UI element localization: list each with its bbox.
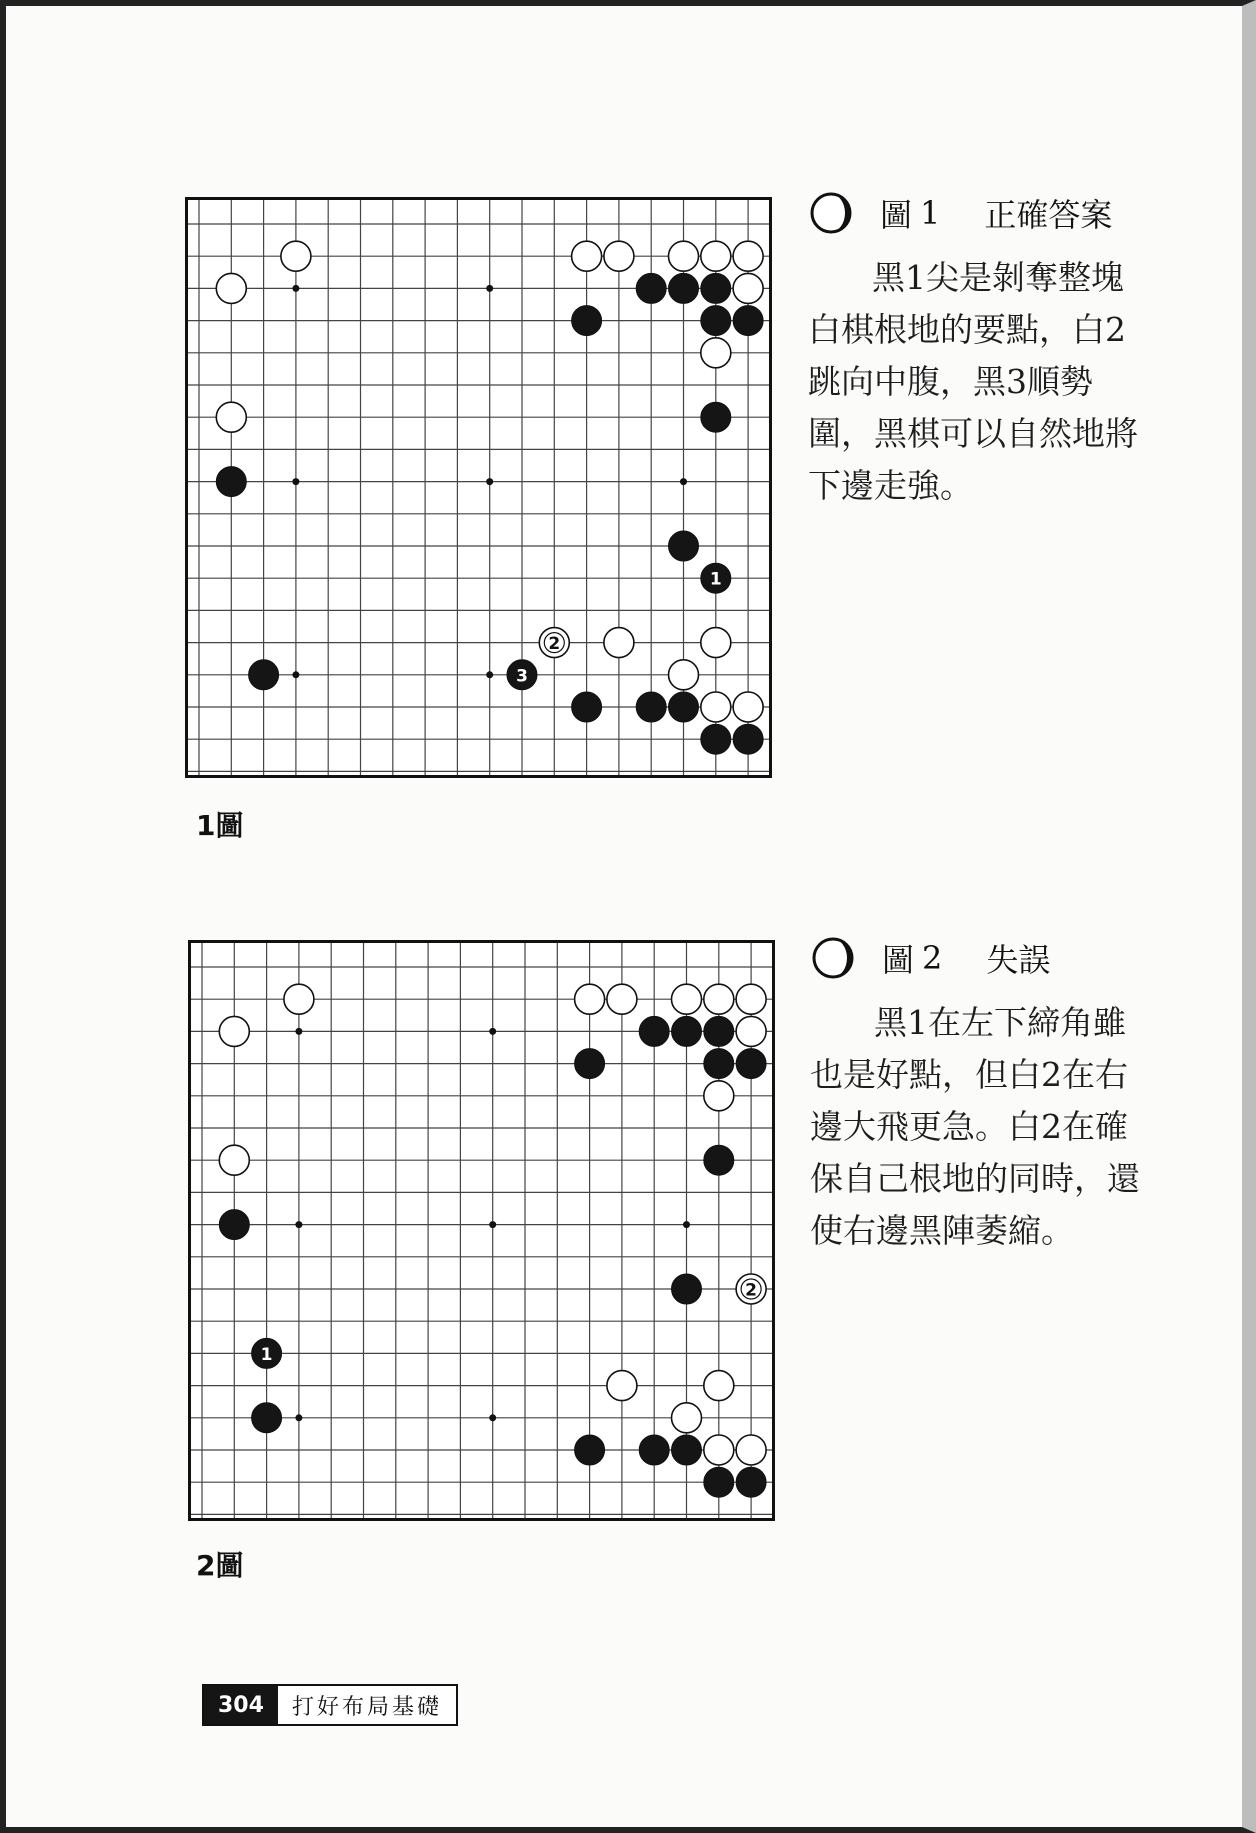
white-stone-move-2 <box>736 1274 766 1304</box>
star-point <box>489 1028 496 1035</box>
black-stone <box>216 467 246 497</box>
white-stone <box>733 692 763 722</box>
black-stone <box>736 1467 766 1497</box>
white-stone <box>216 402 246 432</box>
black-stone-move-1 <box>252 1338 282 1368</box>
caption-body: 黑1在左下締角雖也是好點，但白2在右邊大飛更急。白2在確保自己根地的同時，還使右邊黑陣萎縮。 <box>810 1003 1140 1250</box>
star-point <box>295 1221 302 1228</box>
star-point <box>486 285 493 292</box>
black-stone <box>572 306 602 336</box>
svg-text:3: 3 <box>516 666 528 687</box>
circle-bullet-icon <box>808 190 854 236</box>
black-stone <box>639 1435 669 1465</box>
white-stone <box>216 273 246 303</box>
white-stone <box>607 984 637 1014</box>
caption-fig2 <box>810 933 1150 1257</box>
white-stone <box>607 1371 637 1401</box>
caption-heading <box>810 933 1150 983</box>
circle-bullet-icon <box>810 935 856 981</box>
svg-text:1: 1 <box>260 1344 273 1365</box>
black-stone <box>704 1467 734 1497</box>
book-title: 打好布局基礎 <box>278 1686 456 1724</box>
board-svg-fig1 <box>185 197 772 778</box>
figure-label-1: 1圖 <box>196 809 244 842</box>
black-stone <box>672 1435 702 1465</box>
black-stone <box>669 273 699 303</box>
star-point <box>486 478 493 485</box>
caption-heading <box>808 188 1148 238</box>
white-stone <box>736 1435 766 1465</box>
white-stone <box>672 984 702 1014</box>
black-stone <box>672 1274 702 1304</box>
caption-title: 失誤 <box>986 941 1051 979</box>
black-stone <box>704 1016 734 1046</box>
star-point <box>295 1028 302 1035</box>
svg-text:2: 2 <box>745 1280 758 1301</box>
black-stone <box>701 402 731 432</box>
white-stone <box>575 984 605 1014</box>
white-stone <box>604 628 634 658</box>
black-stone <box>704 1049 734 1079</box>
white-stone-move-2 <box>539 628 569 658</box>
figure-label-2: 2圖 <box>196 1549 244 1582</box>
white-stone <box>284 984 314 1014</box>
star-point <box>292 671 299 678</box>
white-stone <box>736 1016 766 1046</box>
white-stone <box>704 1435 734 1465</box>
caption-figure-number: 1 <box>920 194 941 232</box>
black-stone <box>249 660 279 690</box>
star-point <box>489 1221 496 1228</box>
black-stone <box>636 273 666 303</box>
svg-text:2: 2 <box>548 634 561 655</box>
white-stone <box>219 1145 249 1175</box>
black-stone <box>252 1403 282 1433</box>
white-stone <box>281 241 311 271</box>
white-stone <box>701 692 731 722</box>
go-board-fig1 <box>185 197 772 778</box>
black-stone <box>733 724 763 754</box>
black-stone <box>701 306 731 336</box>
black-stone <box>669 692 699 722</box>
svg-text:1: 1 <box>709 569 722 590</box>
black-stone <box>704 1145 734 1175</box>
black-stone-move-1 <box>701 563 731 593</box>
white-stone <box>219 1016 249 1046</box>
black-stone <box>701 724 731 754</box>
white-stone <box>701 241 731 271</box>
black-stone <box>736 1049 766 1079</box>
star-point <box>292 285 299 292</box>
caption-body: 黑1尖是剝奪整塊白棋根地的要點，白2跳向中腹，黑3順勢圍，黑棋可以自然地將下邊走強。 <box>808 258 1138 505</box>
white-stone <box>736 984 766 1014</box>
caption-figure-word: 圖 <box>880 196 913 234</box>
white-stone <box>704 1081 734 1111</box>
white-stone <box>604 241 634 271</box>
black-stone <box>219 1210 249 1240</box>
caption-figure-number: 2 <box>922 939 943 977</box>
black-stone <box>669 531 699 561</box>
caption-figure-word: 圖 <box>882 941 915 979</box>
black-stone <box>701 273 731 303</box>
caption-title: 正確答案 <box>984 196 1113 234</box>
star-point <box>295 1414 302 1421</box>
black-stone-move-3 <box>507 660 537 690</box>
black-stone <box>636 692 666 722</box>
white-stone <box>733 273 763 303</box>
page-footer <box>202 1684 458 1726</box>
white-stone <box>701 628 731 658</box>
white-stone <box>704 984 734 1014</box>
white-stone <box>704 1371 734 1401</box>
go-board-fig2 <box>188 940 775 1521</box>
star-point <box>683 1221 690 1228</box>
black-stone <box>672 1016 702 1046</box>
black-stone <box>575 1435 605 1465</box>
board-svg-fig2 <box>188 940 775 1521</box>
black-stone <box>639 1016 669 1046</box>
white-stone <box>701 338 731 368</box>
star-point <box>680 478 687 485</box>
star-point <box>486 671 493 678</box>
black-stone <box>575 1049 605 1079</box>
white-stone <box>572 241 602 271</box>
white-stone <box>733 241 763 271</box>
black-stone <box>572 692 602 722</box>
white-stone <box>672 1403 702 1433</box>
black-stone <box>733 306 763 336</box>
page-number: 304 <box>204 1686 278 1724</box>
white-stone <box>669 241 699 271</box>
caption-fig1 <box>808 188 1148 512</box>
white-stone <box>669 660 699 690</box>
star-point <box>489 1414 496 1421</box>
star-point <box>292 478 299 485</box>
